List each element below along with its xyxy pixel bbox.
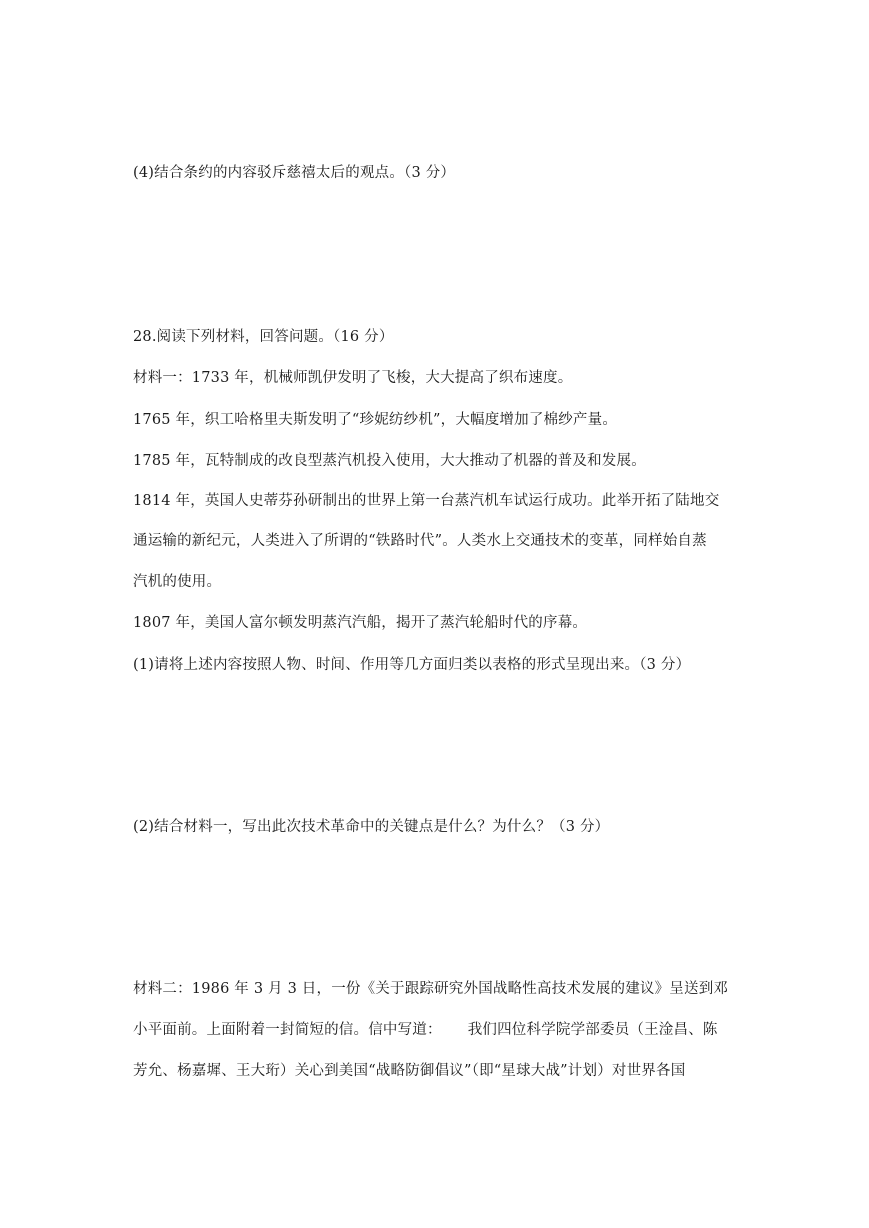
material-2-line-a: 材料二：1986 年 3 月 3 日，一份《关于跟踪研究外国战略性高技术发展的建议》呈送到邓 xyxy=(133,981,729,997)
material-2-line-b-part1: 小平面前。上面附着一封简短的信。信中写道： xyxy=(133,1022,442,1038)
material-1-line-1785: 1785 年，瓦特制成的改良型蒸汽机投入使用，大大推动了机器的普及和发展。 xyxy=(133,453,646,469)
material-1-line-1765: 1765 年，织工哈格里夫斯发明了“珍妮纺纱机”，大幅度增加了棉纱产量。 xyxy=(133,412,618,428)
material-1-line-1733: 材料一：1733 年，机械师凯伊发明了飞梭，大大提高了织布速度。 xyxy=(133,370,573,386)
material-2-line-b-part2: 我们四位科学院学部委员（王淦昌、陈 xyxy=(467,1022,718,1038)
material-1-line-1814a: 1814 年，英国人史蒂芬孙研制出的世界上第一台蒸汽机车试运行成功。此举开拓了陆地交 xyxy=(133,493,720,509)
material-1-line-1814b: 通运输的新纪元，人类进入了所谓的“铁路时代”。人类水上交通技术的变革，同样始自蒸 xyxy=(133,533,707,549)
question-28-1: (1)请将上述内容按照人物、时间、作用等几方面归类以表格的形式呈现出来。（3 分） xyxy=(133,657,691,673)
material-2-line-c: 芳允、杨嘉墀、王大珩）关心到美国“战略防御倡议”（即“星球大战”计划）对世界各国 xyxy=(133,1063,686,1079)
question-28-heading: 28.阅读下列材料，回答问题。（16 分） xyxy=(133,329,394,345)
question-4: (4)结合条约的内容驳斥慈禧太后的观点。（3 分） xyxy=(133,165,456,181)
material-2-line-b xyxy=(133,1020,718,1040)
material-1-line-1814c: 汽机的使用。 xyxy=(133,574,222,590)
material-1-line-1807: 1807 年，美国人富尔顿发明蒸汽汽船，揭开了蒸汽轮船时代的序幕。 xyxy=(133,615,588,631)
question-28-2: (2)结合材料一，写出此次技术革命中的关键点是什么？为什么？（3 分） xyxy=(133,819,610,835)
